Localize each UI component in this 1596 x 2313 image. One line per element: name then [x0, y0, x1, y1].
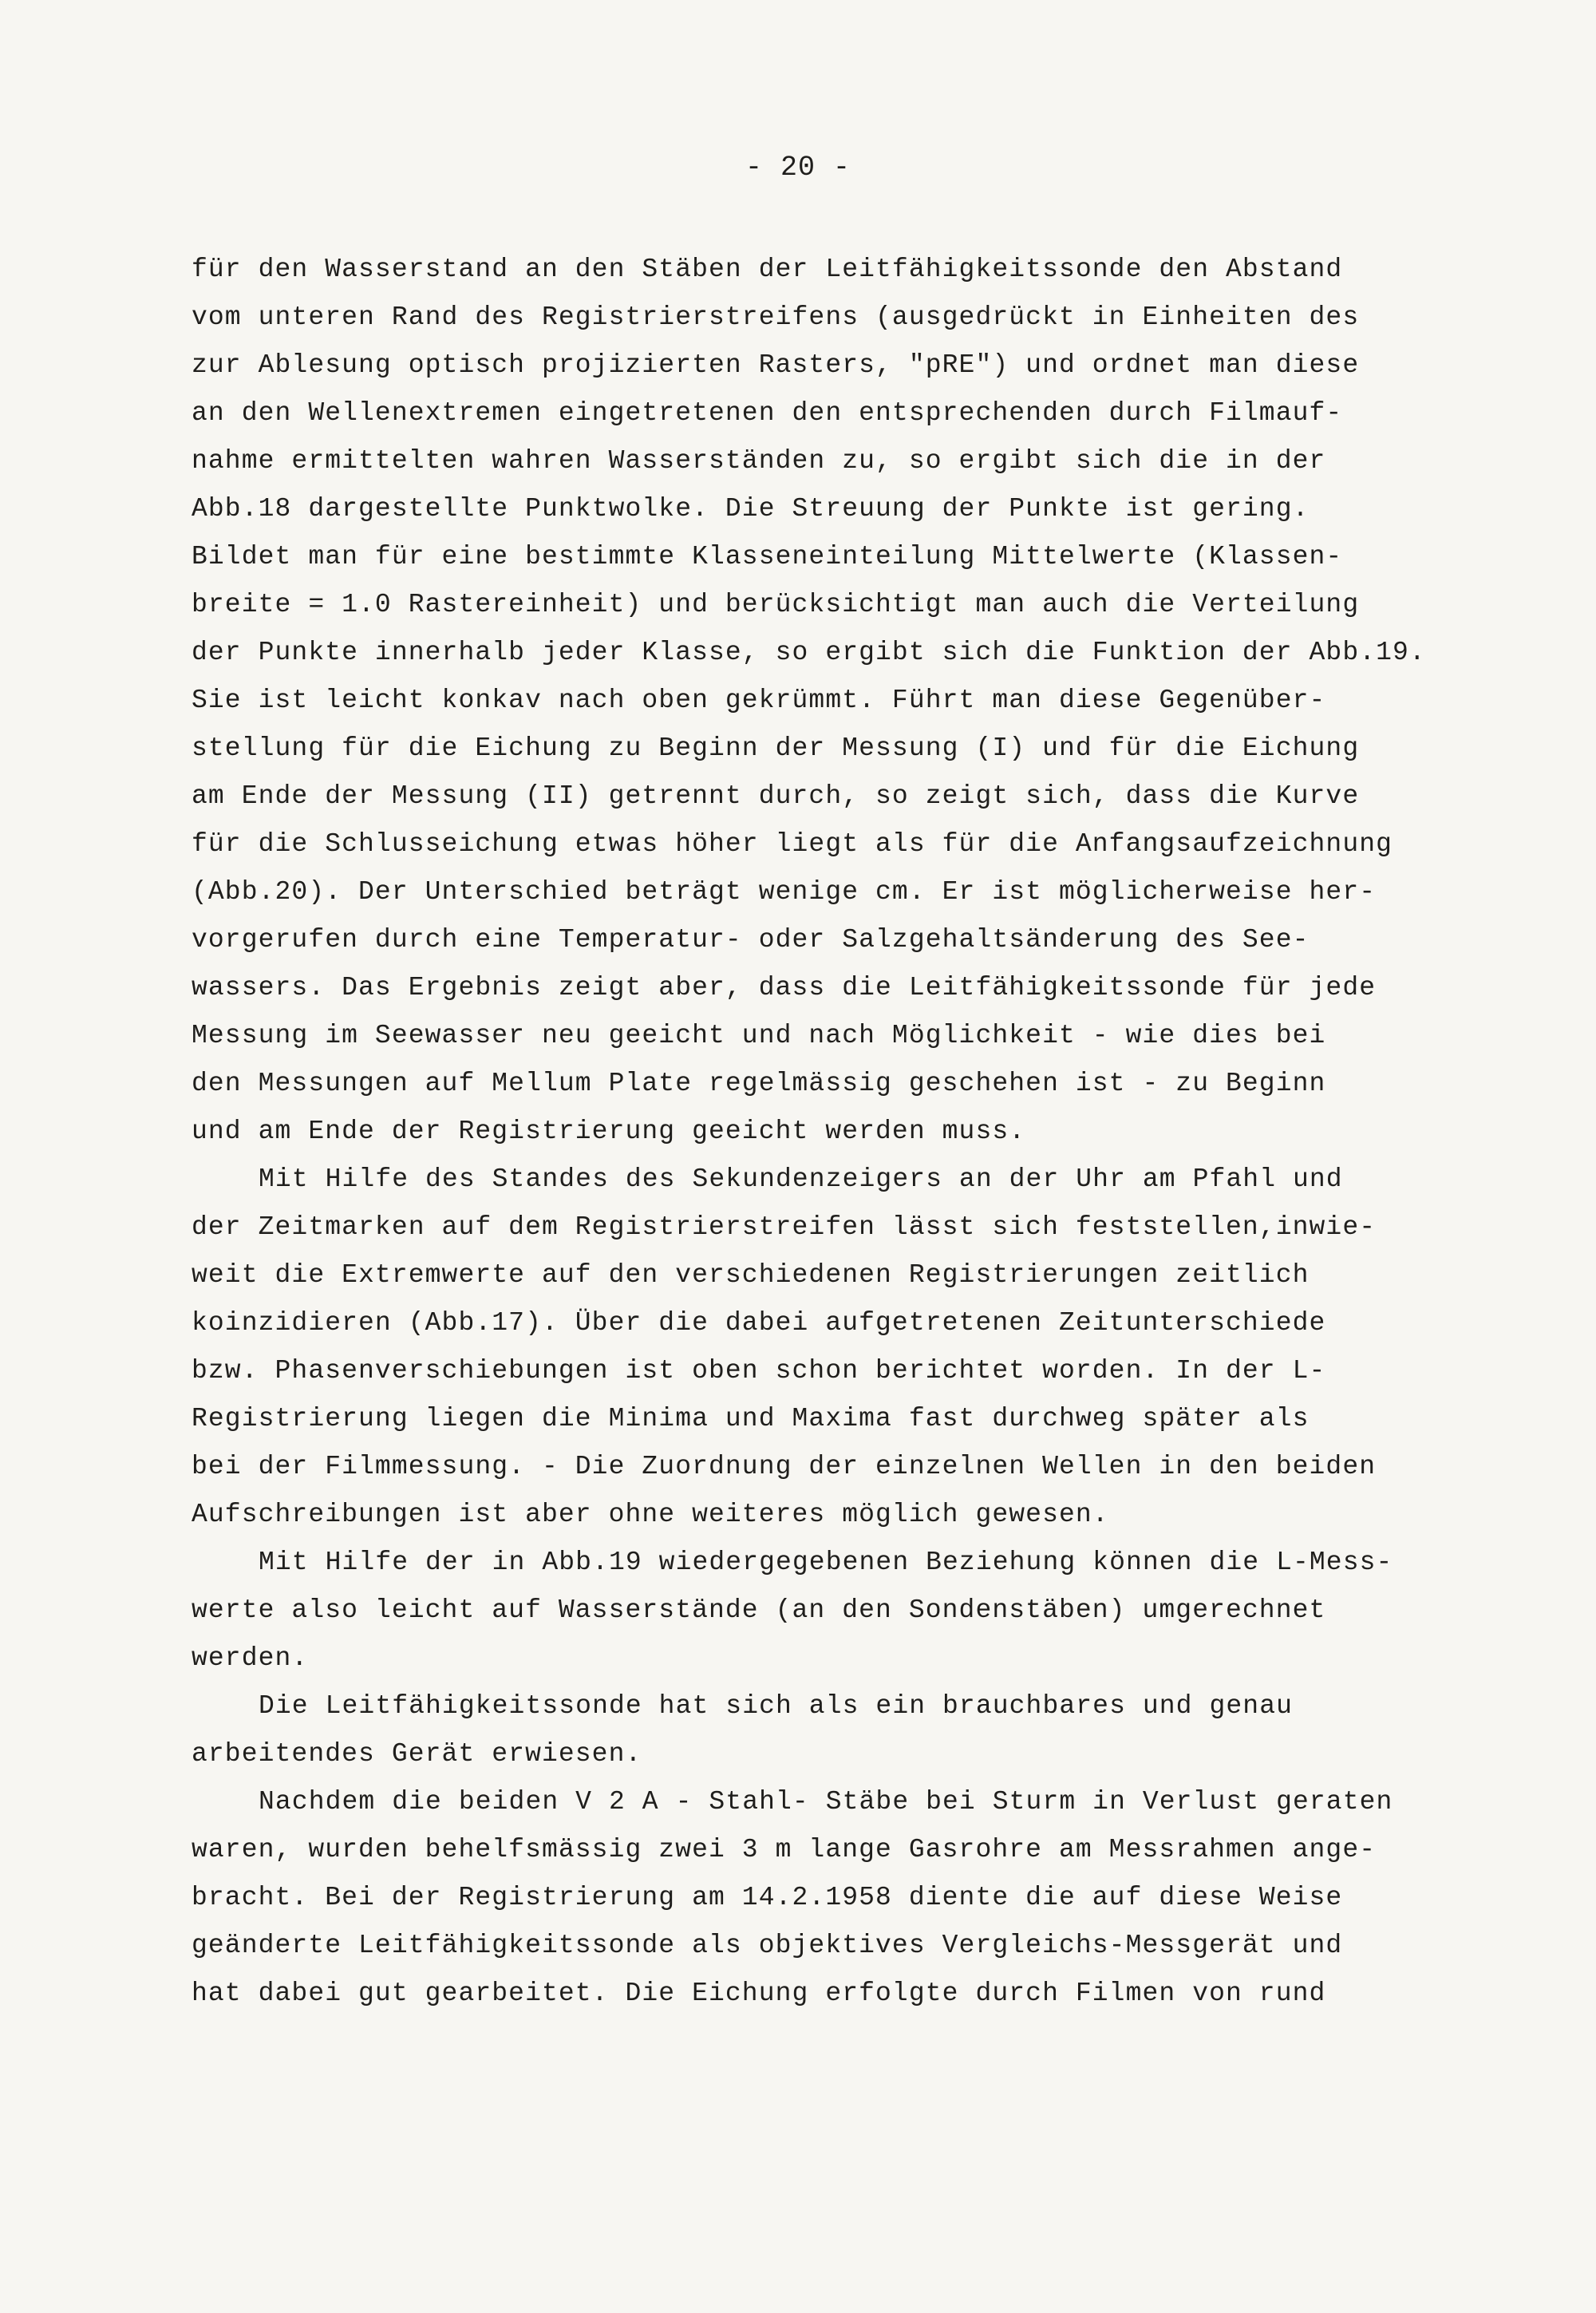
text-line: Bildet man für eine bestimmte Klasseneinteilung Mittelwerte (Klassen- [192, 542, 1343, 571]
text-line: den Messungen auf Mellum Plate regelmässig geschehen ist - zu Beginn [192, 1069, 1326, 1098]
text-line: bei der Filmmessung. - Die Zuordnung der einzelnen Wellen in den beiden [192, 1452, 1377, 1481]
text-line: der Zeitmarken auf dem Registrierstreifen lässt sich feststellen,inwie- [192, 1212, 1377, 1242]
text-line: arbeitendes Gerät erwiesen. [192, 1739, 642, 1769]
text-line: zur Ablesung optisch projizierten Rasters, "pRE") und ordnet man diese [192, 350, 1360, 380]
text-line: Sie ist leicht konkav nach oben gekrümmt. Führt man diese Gegenüber- [192, 686, 1326, 715]
text-line: bzw. Phasenverschiebungen ist oben schon berichtet worden. In der L- [192, 1356, 1326, 1386]
text-line: werte also leicht auf Wasserstände (an den Sondenstäben) umgerechnet [192, 1595, 1326, 1625]
paragraph-first-line: Mit Hilfe der in Abb.19 wiedergegebenen Beziehung können die L-Mess- [259, 1548, 1393, 1577]
text-line: koinzidieren (Abb.17). Über die dabei aufgetretenen Zeitunterschiede [192, 1308, 1326, 1338]
text-line: vorgerufen durch eine Temperatur- oder Salzgehaltsänderung des See- [192, 925, 1310, 955]
text-line: am Ende der Messung (II) getrennt durch, so zeigt sich, dass die Kurve [192, 781, 1360, 811]
text-line: Aufschreibungen ist aber ohne weiteres möglich gewesen. [192, 1500, 1109, 1529]
text-line: stellung für die Eichung zu Beginn der Messung (I) und für die Eichung [192, 733, 1360, 763]
text-line: waren, wurden behelfsmässig zwei 3 m lange Gasrohre am Messrahmen ange- [192, 1835, 1377, 1864]
paragraph-first-line: Die Leitfähigkeitssonde hat sich als ein brauchbares und genau [259, 1691, 1293, 1721]
text-line: bracht. Bei der Registrierung am 14.2.1958 diente die auf diese Weise [192, 1883, 1343, 1912]
page-number: - 20 - [745, 152, 851, 184]
text-line: an den Wellenextremen eingetretenen den entsprechenden durch Filmauf- [192, 398, 1343, 428]
text-line: werden. [192, 1643, 309, 1673]
text-line: geänderte Leitfähigkeitssonde als objektives Vergleichs-Messgerät und [192, 1931, 1343, 1960]
text-line: weit die Extremwerte auf den verschiedenen Registrierungen zeitlich [192, 1260, 1310, 1290]
text-line: (Abb.20). Der Unterschied beträgt wenige cm. Er ist möglicherweise her- [192, 877, 1377, 907]
text-line: nahme ermittelten wahren Wasserständen zu, so ergibt sich die in der [192, 446, 1326, 476]
text-line: wassers. Das Ergebnis zeigt aber, dass die Leitfähigkeitssonde für jede [192, 973, 1377, 1002]
text-line: hat dabei gut gearbeitet. Die Eichung erfolgte durch Filmen von rund [192, 1979, 1326, 2008]
text-line: Messung im Seewasser neu geeicht und nach Möglichkeit - wie dies bei [192, 1021, 1326, 1050]
text-line: für den Wasserstand an den Stäben der Leitfähigkeitssonde den Abstand [192, 255, 1343, 284]
text-line: Registrierung liegen die Minima und Maxima fast durchweg später als [192, 1404, 1310, 1433]
paragraph-first-line: Mit Hilfe des Standes des Sekundenzeigers an der Uhr am Pfahl und [259, 1164, 1343, 1194]
text-line: Abb.18 dargestellte Punktwolke. Die Streuung der Punkte ist gering. [192, 494, 1310, 524]
text-line: vom unteren Rand des Registrierstreifens (ausgedrückt in Einheiten des [192, 302, 1360, 332]
text-line: breite = 1.0 Rastereinheit) und berücksichtigt man auch die Verteilung [192, 590, 1360, 619]
paragraph-first-line: Nachdem die beiden V 2 A - Stahl- Stäbe bei Sturm in Verlust geraten [259, 1787, 1393, 1817]
text-line: und am Ende der Registrierung geeicht werden muss. [192, 1117, 1026, 1146]
text-line: der Punkte innerhalb jeder Klasse, so ergibt sich die Funktion der Abb.19. [192, 638, 1426, 667]
text-line: für die Schlusseichung etwas höher liegt als für die Anfangsaufzeichnung [192, 829, 1393, 859]
